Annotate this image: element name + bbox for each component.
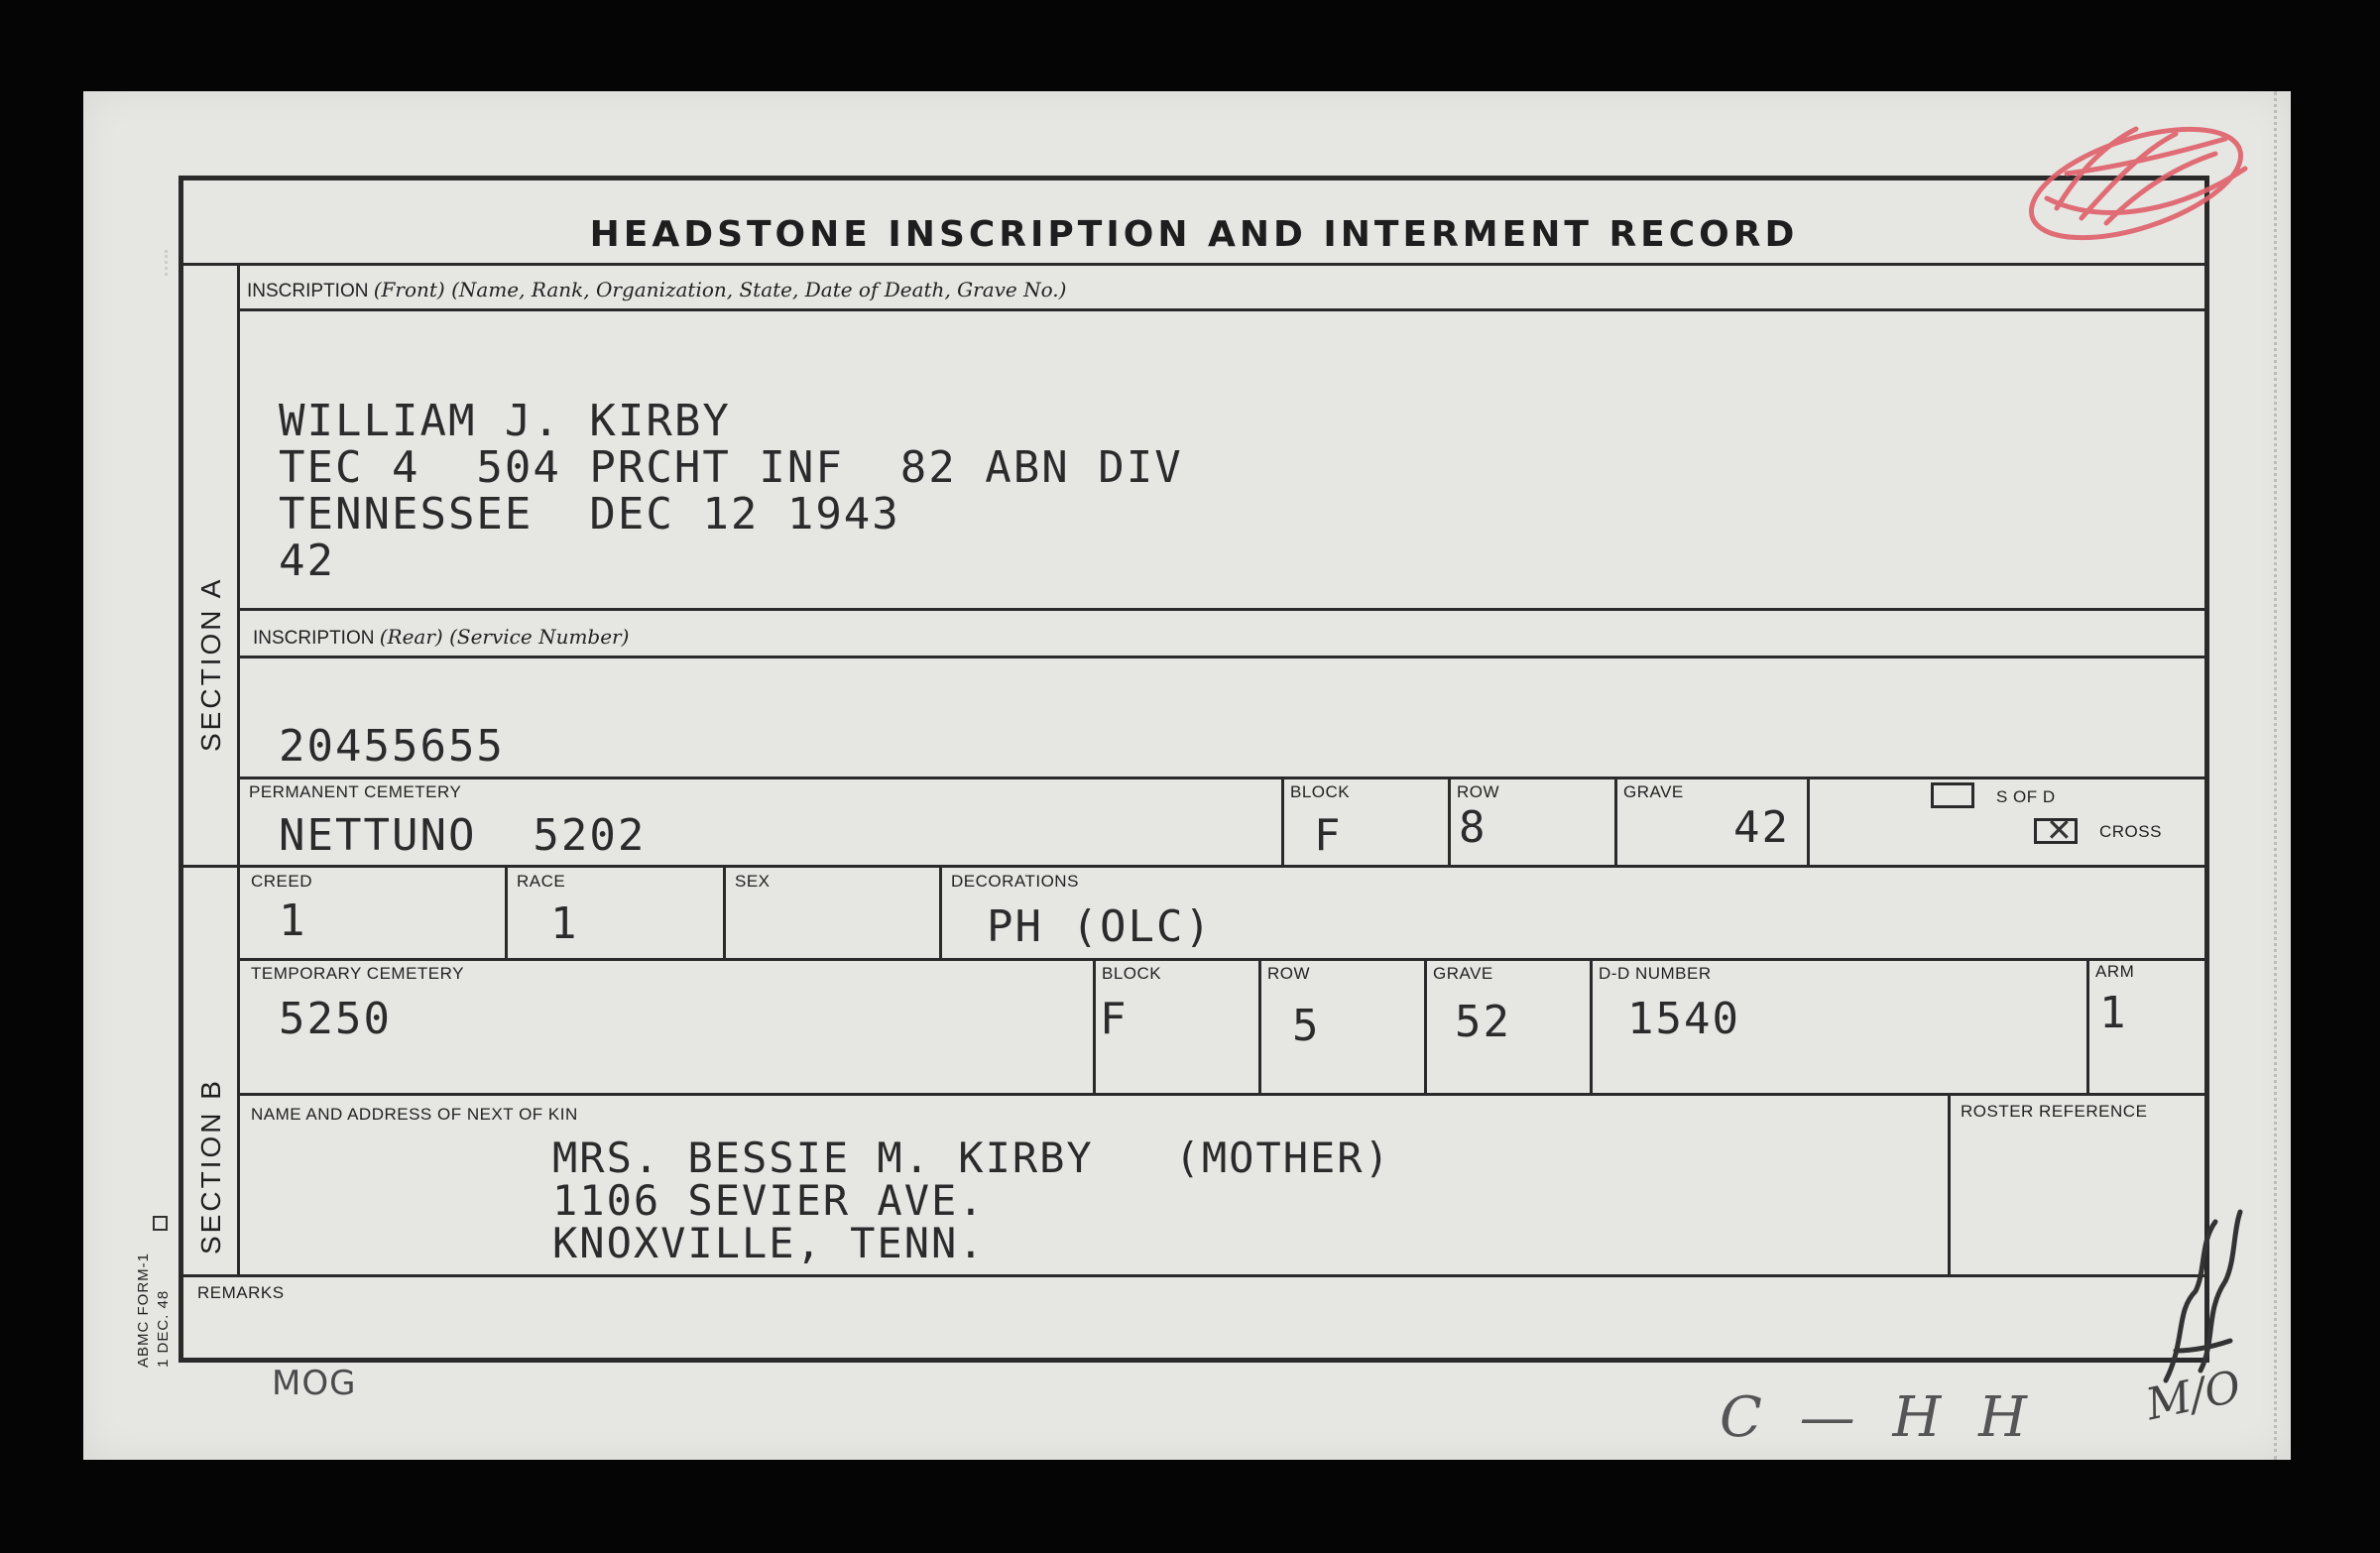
rule-front-label: [237, 308, 2204, 311]
perm-block-label: BLOCK: [1290, 782, 1351, 801]
divider-temp-grave: [1424, 958, 1427, 1093]
next-of-kin-line-1: MRS. BESSIE M. KIRBY (MOTHER): [552, 1134, 1391, 1182]
rear-inscription-label-italic: (Rear) (Service Number): [379, 625, 630, 649]
divider-sex: [723, 865, 726, 958]
front-inscription-label-text: INSCRIPTION: [247, 281, 369, 301]
divider-arm: [2086, 958, 2089, 1093]
s-of-d-checkbox[interactable]: [1931, 782, 1974, 808]
next-of-kin-line-2: 1106 SEVIER AVE.: [552, 1176, 986, 1225]
dd-number-label: D-D NUMBER: [1599, 964, 1712, 983]
temp-grave-label: GRAVE: [1433, 964, 1493, 983]
side-scribble: [2146, 1202, 2255, 1390]
race-value: 1: [550, 898, 579, 949]
cross-checkbox[interactable]: [2034, 818, 2078, 844]
annotation-mog: MOG: [272, 1364, 357, 1403]
rear-inscription-label: [253, 625, 629, 650]
roster-reference-label: ROSTER REFERENCE: [1961, 1102, 2148, 1121]
perm-row-label: ROW: [1457, 782, 1500, 801]
temp-row-value: 5: [1292, 1001, 1321, 1051]
temp-grave-value: 52: [1455, 997, 1511, 1047]
annotation-c-hh: C — H H: [1720, 1385, 2037, 1450]
divider-perm-block: [1281, 776, 1284, 865]
temp-block-label: BLOCK: [1102, 964, 1162, 983]
sex-label: SEX: [735, 872, 771, 891]
divider-perm-grave: [1614, 776, 1617, 865]
next-of-kin-line-3: KNOXVILLE, TENN.: [552, 1219, 986, 1267]
cross-label: CROSS: [2099, 822, 2162, 841]
divider-dd-number: [1590, 958, 1593, 1093]
section-a-label: SECTION A: [195, 576, 226, 752]
divider-temp-block: [1093, 958, 1096, 1093]
rule-under-title: [183, 263, 2204, 266]
divider-race: [505, 865, 508, 958]
rule-rear-label: [237, 656, 2204, 658]
divider-decorations: [939, 865, 942, 958]
section-b-label: SECTION B: [195, 1078, 226, 1254]
perm-row-value: 8: [1459, 802, 1488, 853]
arm-value: 1: [2099, 988, 2128, 1038]
form-frame: [178, 176, 2209, 1363]
rule-creed-row: [237, 958, 2204, 961]
rear-inscription-label-text: INSCRIPTION: [253, 628, 375, 649]
temp-block-value: F: [1100, 994, 1129, 1044]
form-code-box: [153, 1216, 168, 1231]
form-title: HEADSTONE INSCRIPTION AND INTERMENT RECORD: [589, 214, 1799, 255]
temp-cemetery-value: 5250: [279, 994, 392, 1044]
rule-front-end: [237, 608, 2204, 611]
arm-label: ARM: [2095, 962, 2135, 981]
punch-marks: [165, 250, 171, 276]
divider-perm-row: [1448, 776, 1451, 865]
divider-roster: [1948, 1093, 1951, 1274]
perm-block-value: F: [1314, 810, 1343, 861]
service-number: 20455655: [279, 721, 505, 772]
section-column-divider: [237, 265, 240, 1274]
temp-row-label: ROW: [1267, 964, 1311, 983]
s-of-d-label: S OF D: [1996, 787, 2056, 806]
form-code-line-2: 1 DEC. 48: [155, 1289, 172, 1368]
red-pencil-mark: [1987, 99, 2285, 258]
front-inscription-label-italic: (Front) (Name, Rank, Organization, State, Date of Death, Grave No.): [373, 278, 1067, 301]
front-inscription-line-3: TENNESSEE DEC 12 1943: [279, 489, 900, 539]
permanent-cemetery-value: NETTUNO 5202: [279, 810, 647, 861]
annotation-mo: M/O: [2141, 1361, 2246, 1431]
next-of-kin-label: NAME AND ADDRESS OF NEXT OF KIN: [251, 1105, 578, 1124]
record-card: [83, 91, 2291, 1460]
decorations-value: PH (OLC): [987, 901, 1213, 952]
rule-perm-cemetery: [237, 776, 2204, 779]
front-inscription-label: [247, 278, 1066, 302]
form-code-line-1: ABMC FORM-1: [135, 1253, 152, 1368]
remarks-label: REMARKS: [197, 1283, 285, 1302]
temp-cemetery-label: TEMPORARY CEMETERY: [251, 964, 464, 983]
perm-grave-value: 42: [1733, 802, 1790, 853]
rule-section-divider: [183, 865, 2204, 868]
front-inscription-line-2: TEC 4 504 PRCHT INF 82 ABN DIV: [279, 442, 1183, 493]
front-inscription-line-1: WILLIAM J. KIRBY: [279, 396, 731, 446]
permanent-cemetery-label: PERMANENT CEMETERY: [249, 782, 462, 801]
divider-temp-row: [1258, 958, 1261, 1093]
race-label: RACE: [517, 872, 566, 891]
divider-perm-marker: [1807, 776, 1810, 865]
front-inscription-line-4: 42: [279, 536, 335, 586]
dd-number-value: 1540: [1627, 994, 1740, 1044]
creed-label: CREED: [251, 872, 313, 891]
creed-value: 1: [279, 896, 307, 946]
rule-next-of-kin: [183, 1274, 2204, 1277]
rule-temp-row: [237, 1093, 2204, 1096]
decorations-label: DECORATIONS: [951, 872, 1079, 891]
perm-grave-label: GRAVE: [1623, 782, 1684, 801]
